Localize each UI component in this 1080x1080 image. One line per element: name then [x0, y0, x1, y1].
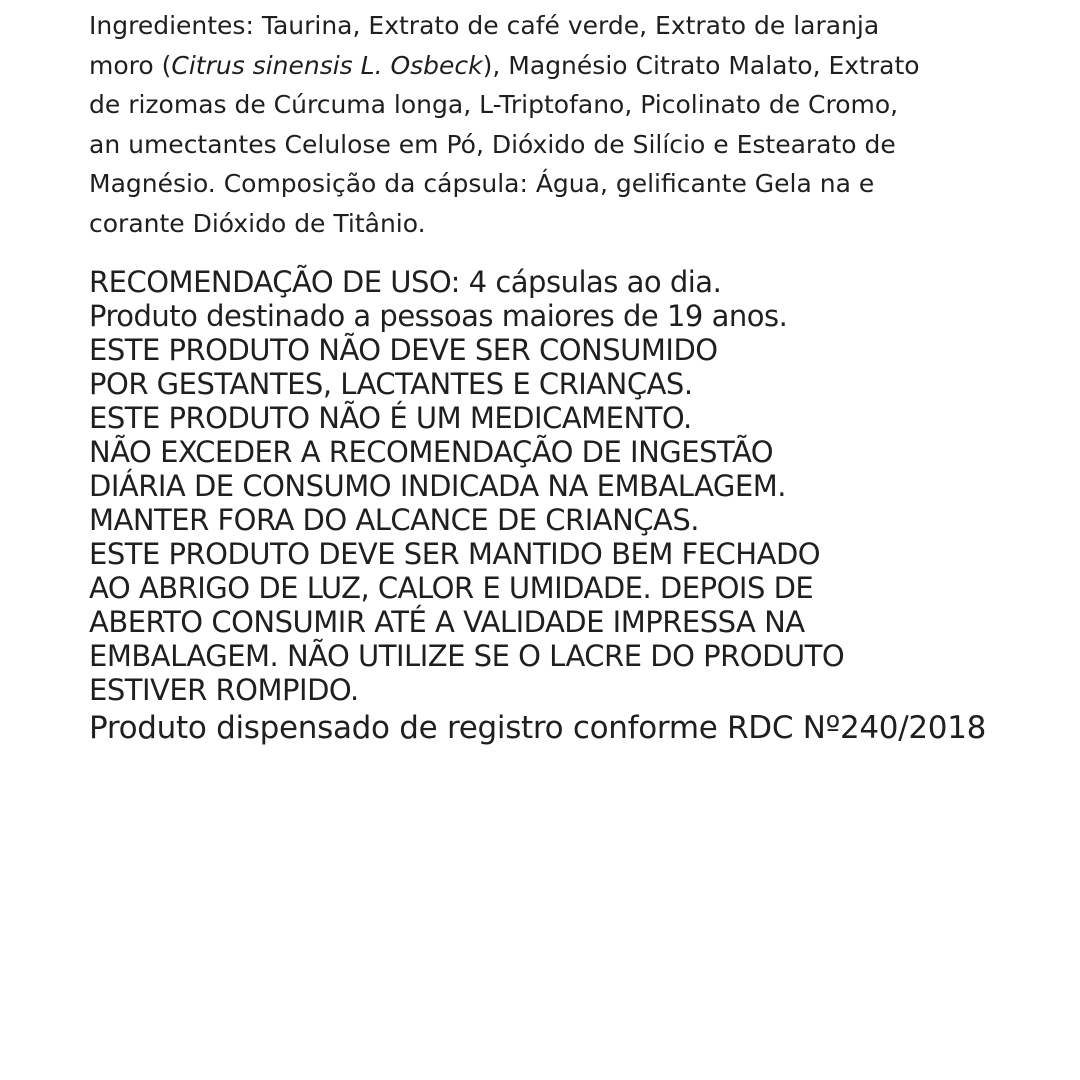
ingredients-line-3-text: de rizomas de Cúrcuma longa, L-Triptofano, Picolinato de Cromo, [89, 90, 899, 119]
ingredients-line-2-text-end: ), Magnésio Citrato Malato, Extrato [482, 50, 920, 80]
warning-line: DIÁRIA DE CONSUMO INDICADA NA EMBALAGEM. [89, 469, 786, 503]
usage-age-restriction: Produto destinado a pessoas maiores de 19 anos. [89, 299, 788, 333]
ingredients-line-3 [89, 85, 1049, 125]
scientific-name: Citrus sinensis L. Osbeck [171, 50, 483, 80]
warning-line: MANTER FORA DO ALCANCE DE CRIANÇAS. [89, 503, 700, 537]
ingredients-line-6-text: corante Dióxido de Titânio. [89, 208, 426, 238]
usage-warnings [89, 265, 1049, 707]
ingredients-line-2-text-start: moro ( [89, 50, 172, 80]
warning-line: ESTE PRODUTO NÃO DEVE SER CONSUMIDO [89, 333, 718, 367]
storage-line: AO ABRIGO DE LUZ, CALOR E UMIDADE. DEPOIS DE [89, 571, 814, 605]
storage-line: ESTE PRODUTO DEVE SER MANTIDO BEM FECHADO [89, 537, 821, 571]
ingredients-paragraph [89, 6, 1049, 243]
ingredients-line-1 [89, 6, 1049, 46]
storage-line: ESTIVER ROMPIDO. [89, 673, 359, 707]
ingredients-line-5-text: Magnésio. Composição da cápsula: Água, gelificante Gela na e [89, 169, 875, 198]
storage-line: ABERTO CONSUMIR ATÉ A VALIDADE IMPRESSA NA [89, 605, 805, 639]
label-text-block [89, 6, 1049, 748]
ingredients-line-1-text: Ingredientes: Taurina, Extrato de café verde, Extrato de laranja [89, 11, 880, 40]
ingredients-line-2 [89, 46, 1049, 86]
warning-line: ESTE PRODUTO NÃO É UM MEDICAMENTO. [89, 401, 692, 435]
ingredients-line-5 [89, 164, 1049, 204]
registration-notice: Produto dispensado de registro conforme RDC Nº240/2018 [89, 710, 987, 746]
ingredients-line-4 [89, 125, 1049, 165]
usage-recommendation: RECOMENDAÇÃO DE USO: 4 cápsulas ao dia. [89, 265, 722, 299]
warning-line: POR GESTANTES, LACTANTES E CRIANÇAS. [89, 367, 693, 401]
ingredients-line-6 [89, 204, 1049, 244]
storage-line: EMBALAGEM. NÃO UTILIZE SE O LACRE DO PRODUTO [89, 639, 845, 673]
warning-line: NÃO EXCEDER A RECOMENDAÇÃO DE INGESTÃO [89, 435, 774, 469]
ingredients-line-4-text: an umectantes Celulose em Pó, Dióxido de Silício e Estearato de [89, 129, 896, 159]
